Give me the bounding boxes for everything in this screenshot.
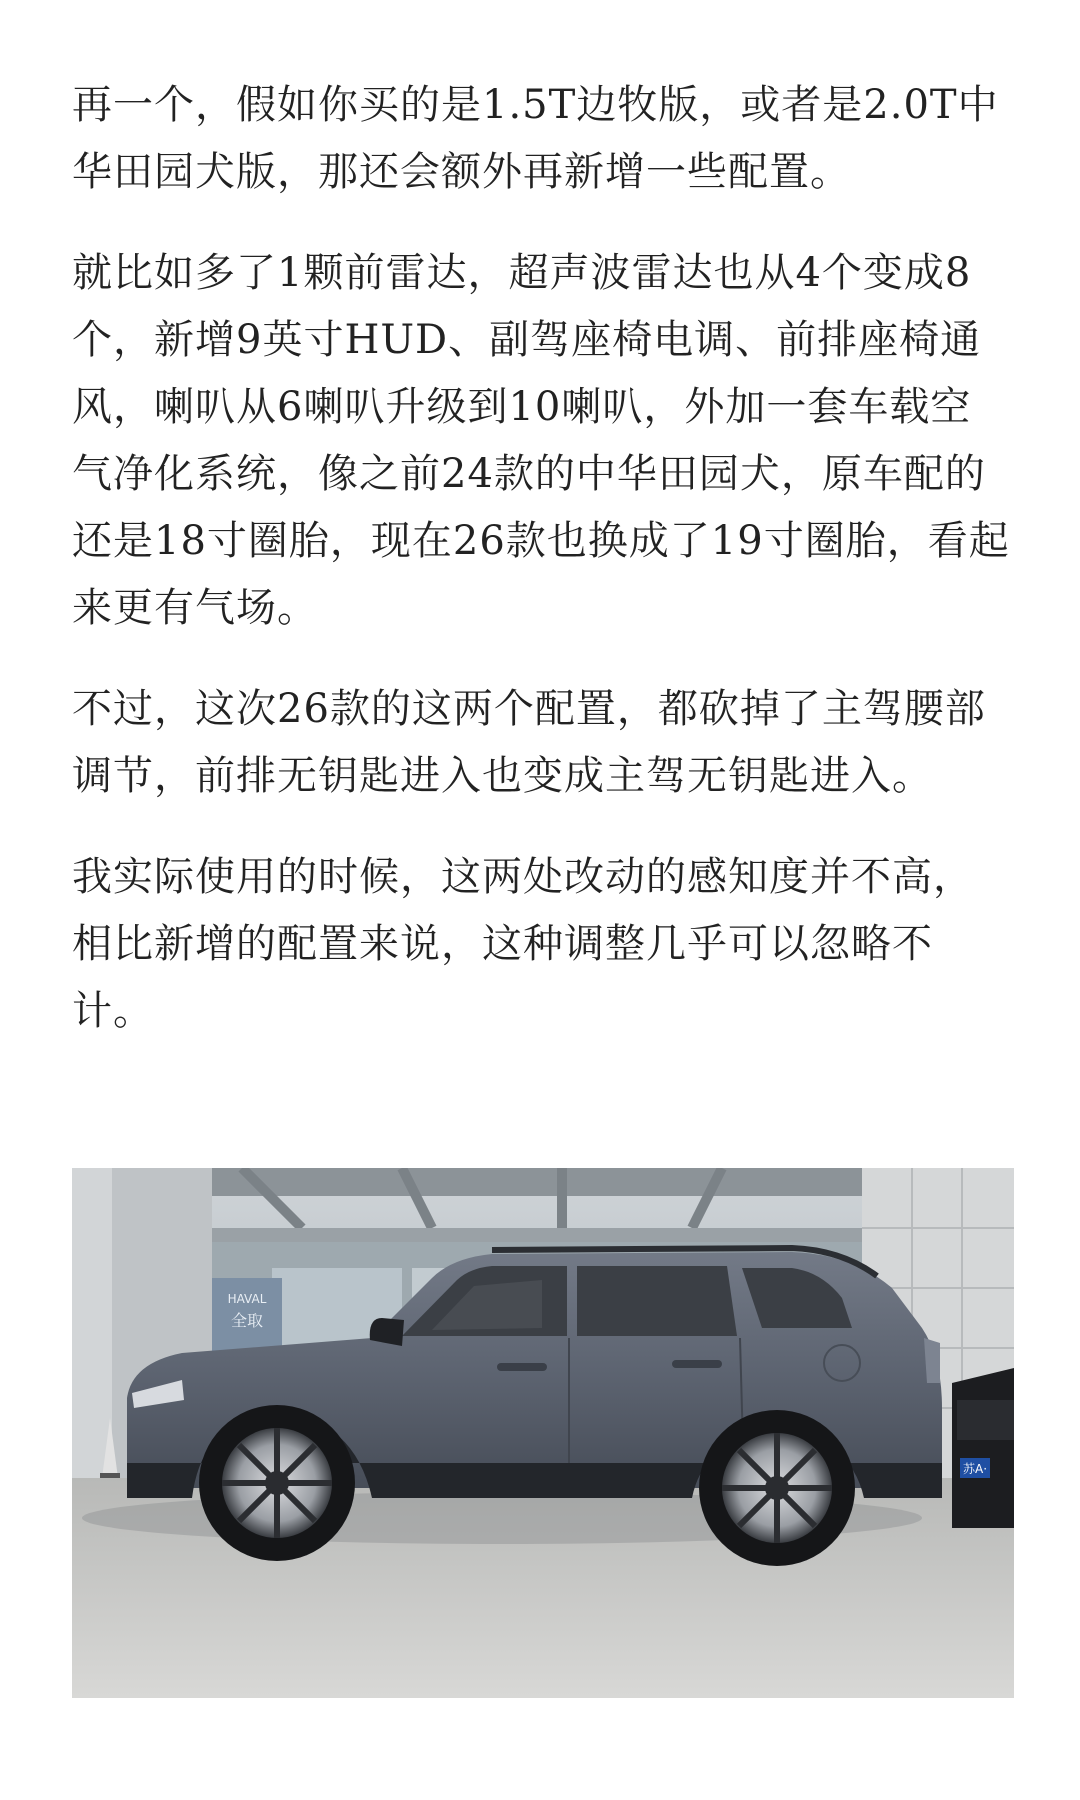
paragraph-3: 不过，这次26款的这两个配置，都砍掉了主驾腰部调节，前排无钥匙进入也变成主驾无钥匙进入。 (72, 686, 986, 799)
sign-text-2: 全取 (230, 1311, 264, 1330)
car-photo (72, 1168, 1014, 1698)
car-photo-illustration (72, 1168, 1014, 1698)
article-body (72, 72, 1012, 1079)
plate-text: 苏A· (962, 1462, 988, 1476)
paragraph-1: 再一个，假如你买的是1.5T边牧版，或者是2.0T中华田园犬版，那还会额外再新增一些配置。 (72, 82, 999, 195)
paragraph-4: 我实际使用的时候，这两处改动的感知度并不高，相比新增的配置来说，这种调整几乎可以忽略不计。 (72, 854, 974, 1034)
sign-text-haval: HAVAL (227, 1292, 267, 1306)
paragraph-2: 就比如多了1颗前雷达，超声波雷达也从4个变成8个，新增9英寸HUD、副驾座椅电调、前排座椅通风，喇叭从6喇叭升级到10喇叭，外加一套车载空气净化系统，像之前24款的中华田园犬，原车配的还是18寸圈胎，现在26款也换成了19寸圈胎，看起来更有气场。 (72, 250, 1010, 631)
